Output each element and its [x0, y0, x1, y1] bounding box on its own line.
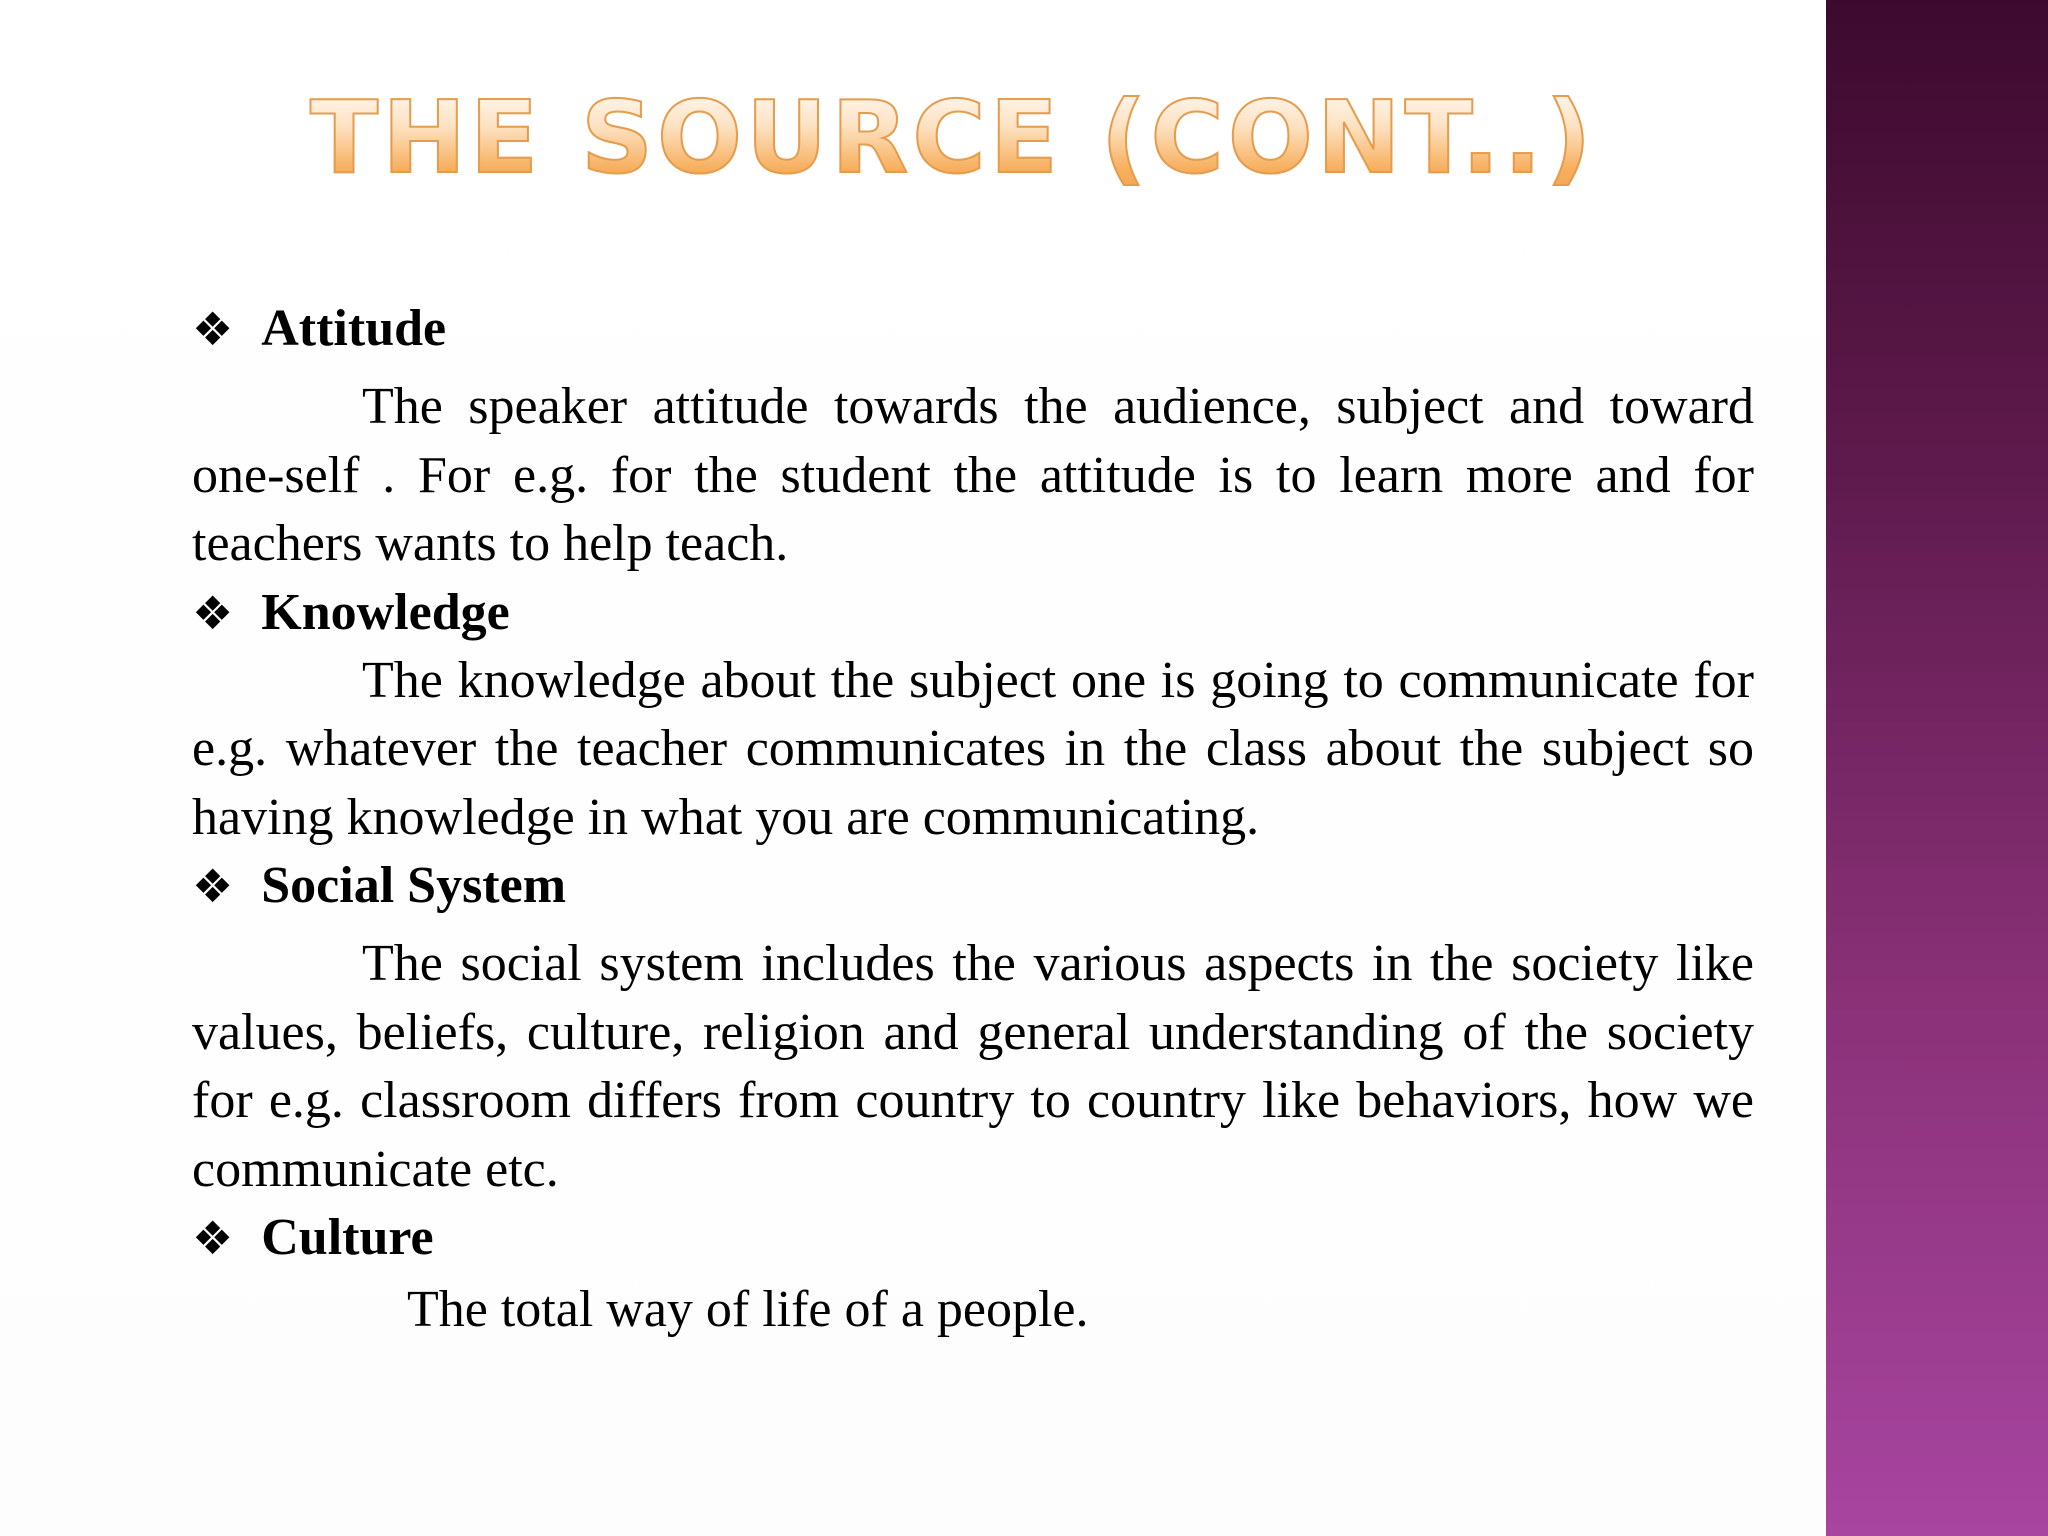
heading-text: Knowledge: [261, 583, 510, 641]
decorative-side-band: [1826, 0, 2048, 1536]
section-body-knowledge: The knowledge about the subject one is going to communicate for e.g. whatever the teacher communicates in the class about the subject so having knowledge in what you are communicating.: [192, 651, 1754, 846]
section-heading-social-system: [192, 852, 1754, 920]
section-body-social-system: The social system includes the various aspects in the society like values, beliefs, culture, religion and general understanding of the society for e.g. classroom differs from country to country like behaviors, how we communicate etc.: [192, 935, 1754, 1198]
section-body-attitude: The speaker attitude towards the audience, subject and toward one-self . For e.g. for the student the attitude is to learn more and for teachers wants to help teach.: [192, 378, 1754, 572]
slide-content: [192, 295, 1754, 1345]
section-body-culture: The total way of life of a people.: [407, 1281, 1089, 1338]
diamond-bullet-icon: ❖: [192, 585, 234, 640]
slide-title: THE SOURCE (CONT..): [310, 79, 1596, 196]
heading-text: Culture: [261, 1209, 434, 1266]
heading-text: Attitude: [261, 300, 447, 357]
diamond-bullet-icon: ❖: [192, 1211, 234, 1265]
heading-text: Social System: [261, 857, 567, 914]
section-heading-culture: [192, 1204, 1754, 1272]
section-heading-knowledge: [192, 579, 1754, 647]
section-heading-attitude: [192, 295, 1754, 363]
diamond-bullet-icon: ❖: [192, 302, 234, 356]
diamond-bullet-icon: ❖: [192, 859, 234, 913]
